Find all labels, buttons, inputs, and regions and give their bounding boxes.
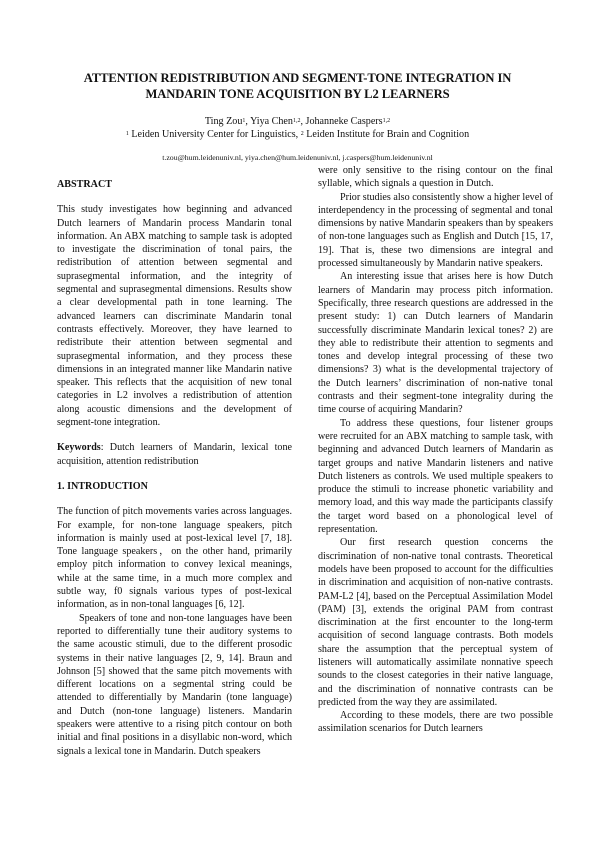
abstract-heading: ABSTRACT <box>57 179 112 190</box>
paragraph: The function of pitch movements varies across languages. For example, for non-tone language speakers, pitch information is mainly used at post-lexical level [7, 18]. Tone language speakers，on the other hand, primarily employ pitch information to convey lexical meanings, while at the same time, in a much more complex and subtle way, f0 signals various types of post-lexical information, as in non-tonal languages [6, 12]. <box>57 506 292 611</box>
abstract-text: This study investigates how beginning and advanced Dutch learners of Mandarin process Mandarin tonal information. An ABX matching to sample task is adopted to investigate the discrimination of tonal pairs, the redistribution of attention between segmental and suprasegmental information, and the integrity of segmental and suprasegmental dimensions. Results show a clear developmental path in tone learning. The advanced learners can discriminate Mandarin tonal contrasts effectively. Moreover, they have learned to redistribute their attention between segmental and suprasegmental information, and they process these dimensions in an integrated manner like Mandarin native speaker. This reflects that the acquisition of new tonal categories in L2 involves a redistribution of attention along acoustic dimensions and the development of segment-tone integration. <box>57 204 292 429</box>
author-name: Johanneke Caspers <box>305 116 383 127</box>
author-name: Ting Zou <box>204 116 243 127</box>
paper-title <box>40 71 555 102</box>
affiliation: Leiden University Center for Linguistics, <box>131 128 299 140</box>
paragraph: Speakers of tone and non-tone languages have been reported to differentially tune their auditory systems to the same acoustic stimuli, due to the different prosodic systems in their native languages [2, 9, 14]. Braun and Johnson [5] showed that the same pitch movements with different locations on a segmental string could be attended to differentially by Mandarin (tone language) and Dutch (non-tone language) listeners. Mandarin speakers were attentive to a rising pitch contour on both initial and final positions in a disyllabic non-word, which signals a lexical tone in Mandarin. Dutch speakers <box>57 612 292 757</box>
paragraph: Our first research question concerns the discrimination of non-native tonal contrasts. Theoretical models have been proposed to account for the difficulties in discrimination and acquisition of non-native contrasts. PAM-L2 [4], based on the Perceptual Assimilation Model (PAM) [3], extends the original PAM from contrast discrimination at the first encounter to the long-term acquisition of second language contrasts. Both models share the assumption that the perceptual system of listeners will automatically assimilate nonnative speech sounds to the closest categories in their native language, and the discrimination of nonnative contrasts can be predicted from the way they are assimilated. <box>318 537 553 708</box>
author-names: Ting Zou$^1$, Yiya Chen$^{1,2}$, Johanneke Caspers$^{1,2}$ <box>204 116 391 127</box>
section-heading: 1. INTRODUCTION <box>57 480 148 492</box>
keywords <box>57 441 292 468</box>
author-block <box>60 116 535 141</box>
paragraph: According to these models, there are two possible assimilation scenarios for Dutch learners <box>318 710 553 735</box>
paragraph: Prior studies also consistently show a higher level of interdependency in the processing of segmental and tonal dimensions by native Mandarin speakers than by speakers of non-tone languages such as English and Dutch [15, 17, 19]. That is, these two dimensions are integral and processed simultaneously by Mandarin native speakers. <box>318 191 553 270</box>
author-affil-mark: 1,2 <box>292 118 301 124</box>
affiliation: Leiden Institute for Brain and Cognition <box>306 128 470 140</box>
affil-mark: 1 <box>125 130 129 137</box>
affil-mark: 2 <box>300 130 304 137</box>
right-column <box>318 164 553 736</box>
keywords-label: Keywords <box>57 442 101 454</box>
title-line-1: ATTENTION REDISTRIBUTION AND SEGMENT-TONE INTEGRATION IN <box>83 71 512 85</box>
author-affil-mark: 1,2 <box>382 118 391 124</box>
affiliations <box>60 129 535 142</box>
paragraph: An interesting issue that arises here is how Dutch learners of Mandarin may process pitch information. Specifically, three research questions are addressed in the present study: 1) can Dutch learners of Mandarin successfully discriminate Mandarin lexical tones? 2) are they able to redistribute their attention to segments and tones and develop integral processing of these two dimensions? 3) what is the developmental trajectory of the Dutch learners’ discrimination of non-native tonal contrasts and their segment-tone integrality during the time course of acquiring Mandarin? <box>318 271 553 416</box>
author-affil-mark: 1 <box>242 118 246 124</box>
author-emails: t.zou@hum.leidenuniv.nl, yiya.chen@hum.leidenuniv.nl, j.caspers@hum.leidenuniv.nl <box>162 153 433 162</box>
title-line-2: MANDARIN TONE ACQUISITION BY L2 LEARNERS <box>145 86 450 101</box>
paragraph: To address these questions, four listener groups were recruited for an ABX matching to sample task, with beginning and advanced Dutch learners of Mandarin as target groups and native Mandarin listeners and native Dutch listeners as controls. We used multiple speakers to produce the stimuli to increase phonetic variability and memory load, and this way made the participants classify the target word based on a phonological level of representation. <box>318 417 553 536</box>
left-column <box>57 178 292 758</box>
keywords-text: : Dutch learners of Mandarin, lexical tone acquisition, attention redistribution <box>57 442 292 467</box>
author-name: Yiya Chen <box>250 116 293 127</box>
paragraph: were only sensitive to the rising contour on the final syllable, which signals a question in Dutch. <box>318 165 553 190</box>
